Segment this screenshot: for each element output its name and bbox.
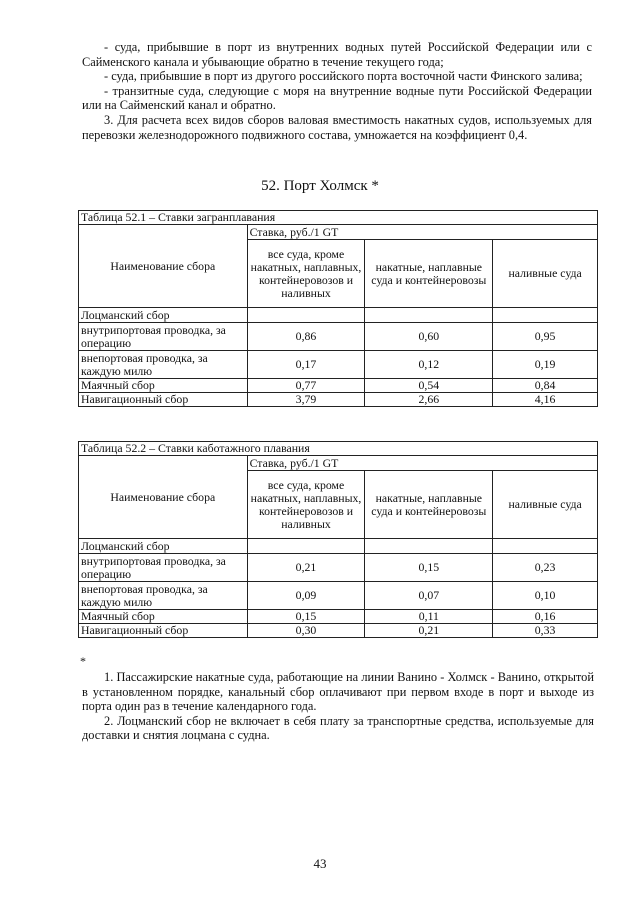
- row-label: внутрипортовая проводка, за операцию: [79, 323, 248, 351]
- rates-table-foreign: [78, 210, 598, 407]
- table-caption: Таблица 52.2 – Ставки каботажного плавания: [79, 442, 598, 456]
- column-header: наливные суда: [493, 240, 598, 308]
- row-label: Маячный сбор: [79, 379, 248, 393]
- table-row: [79, 554, 598, 582]
- cell-value: 2,66: [365, 393, 493, 407]
- row-label: внутрипортовая проводка, за операцию: [79, 554, 248, 582]
- table-row: [79, 323, 598, 351]
- table-row: [79, 393, 598, 407]
- column-header: накатные, наплавные суда и контейнеровозы: [365, 240, 493, 308]
- column-header: наливные суда: [493, 471, 598, 539]
- section-label: Лоцманский сбор: [79, 308, 248, 323]
- name-header: Наименование сбора: [79, 225, 248, 308]
- cell-value: 0,16: [493, 610, 598, 624]
- cell-value: 0,33: [493, 624, 598, 638]
- intro-item: - транзитные суда, следующие с моря на внутренние водные пути Российской Федерации или на Сайменский канал и обратно.: [82, 83, 592, 113]
- cell-value: 0,10: [493, 582, 598, 610]
- cell-value: 0,21: [365, 624, 493, 638]
- cell-value: 0,11: [365, 610, 493, 624]
- rates-table-coastal: [78, 441, 598, 638]
- cell-value: 0,12: [365, 351, 493, 379]
- cell-value: 0,54: [365, 379, 493, 393]
- intro-item: 3. Для расчета всех видов сборов валовая вместимость накатных судов, используемых для перевозки железнодорожного подвижного состава, умножается на коэффициент 0,4.: [82, 112, 592, 142]
- section-label: Лоцманский сбор: [79, 539, 248, 554]
- cell-value: 0,23: [493, 554, 598, 582]
- column-header: все суда, кроме накатных, наплавных, контейнеровозов и наливных: [247, 240, 365, 308]
- footnotes: [82, 670, 594, 743]
- cell-value: 0,09: [247, 582, 365, 610]
- table-row: [79, 351, 598, 379]
- footnote-mark: *: [80, 654, 86, 668]
- cell-value: 0,15: [365, 554, 493, 582]
- cell-value: 0,07: [365, 582, 493, 610]
- port-title: 52. Порт Холмск *: [261, 178, 379, 194]
- cell-value: 0,86: [247, 323, 365, 351]
- column-header: все суда, кроме накатных, наплавных, контейнеровозов и наливных: [247, 471, 365, 539]
- table-caption: Таблица 52.1 – Ставки загранплавания: [79, 211, 598, 225]
- cell-value: 3,79: [247, 393, 365, 407]
- cell-value: 0,95: [493, 323, 598, 351]
- row-label: Навигационный сбор: [79, 624, 248, 638]
- intro-paragraphs: [82, 40, 592, 142]
- cell-value: 4,16: [493, 393, 598, 407]
- footnote-item: 1. Пассажирские накатные суда, работающие на линии Ванино - Холмск - Ванино, открытой в установленном порядке, канальный сбор оплачивают при первом входе в порт и выходе из порта один раз в течение календарного года.: [82, 670, 594, 714]
- row-label: внепортовая проводка, за каждую милю: [79, 351, 248, 379]
- cell-value: 0,77: [247, 379, 365, 393]
- table-row: [79, 379, 598, 393]
- table-row: [79, 582, 598, 610]
- cell-value: 0,15: [247, 610, 365, 624]
- footnote-item: 2. Лоцманский сбор не включает в себя плату за транспортные средства, используемые для доставки и снятия лоцмана с судна.: [82, 713, 594, 743]
- page-number: 43: [313, 856, 327, 871]
- cell-value: 0,30: [247, 624, 365, 638]
- row-label: Маячный сбор: [79, 610, 248, 624]
- row-label: внепортовая проводка, за каждую милю: [79, 582, 248, 610]
- table-row: [79, 610, 598, 624]
- name-header: Наименование сбора: [79, 456, 248, 539]
- cell-value: 0,17: [247, 351, 365, 379]
- cell-value: 0,60: [365, 323, 493, 351]
- intro-item: - суда, прибывшие в порт из другого российского порта восточной части Финского залива;: [104, 69, 583, 84]
- cell-value: 0,84: [493, 379, 598, 393]
- intro-item: - суда, прибывшие в порт из внутренних водных путей Российской Федерации или с Сайменского канала и убывающие обратно в течение текущего года;: [82, 40, 592, 69]
- row-label: Навигационный сбор: [79, 393, 248, 407]
- cell-value: 0,21: [247, 554, 365, 582]
- column-header: накатные, наплавные суда и контейнеровозы: [365, 471, 493, 539]
- table-row: [79, 624, 598, 638]
- rate-header: Ставка, руб./1 GT: [247, 456, 597, 471]
- cell-value: 0,19: [493, 351, 598, 379]
- rate-header: Ставка, руб./1 GT: [247, 225, 597, 240]
